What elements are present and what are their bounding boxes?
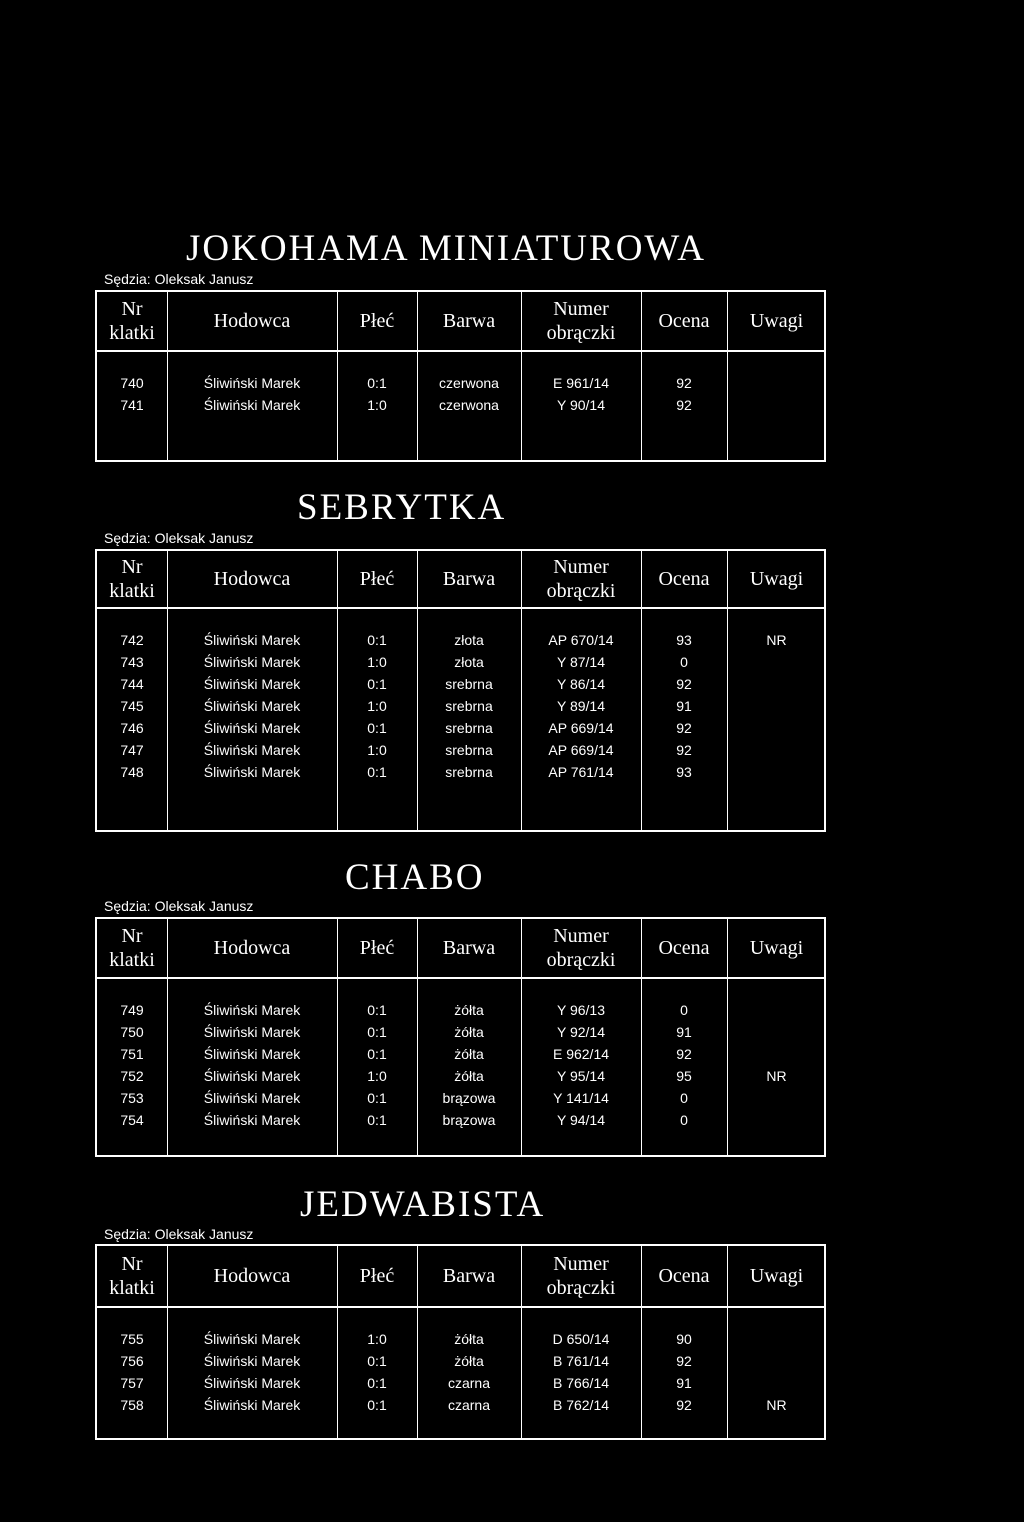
cell-ocena: 0 <box>680 1090 688 1106</box>
cell-hodowca: Śliwiński Marek <box>203 764 301 780</box>
table-row <box>97 673 824 695</box>
cell-ocena: 91 <box>676 1024 692 1040</box>
cell-barwa: czarna <box>447 1397 491 1413</box>
cell-numer: B 766/14 <box>552 1375 610 1391</box>
cell-barwa: srebrna <box>445 720 493 736</box>
cell-plec: 0:1 <box>367 1353 387 1369</box>
cell-nr: 756 <box>120 1353 144 1369</box>
cell-ocena: 92 <box>676 1397 692 1413</box>
cell-hodowca: Śliwiński Marek <box>203 1046 301 1062</box>
cell-numer: Y 94/14 <box>556 1112 605 1128</box>
cell-numer: Y 141/14 <box>553 1090 609 1106</box>
table-row <box>97 1065 824 1087</box>
table-row <box>97 1021 824 1043</box>
cell-uwagi: NR <box>766 1068 787 1084</box>
cell-uwagi <box>727 999 826 1021</box>
cell-nr: 748 <box>120 764 144 780</box>
cell-nr: 755 <box>120 1331 144 1347</box>
cell-numer: Y 92/14 <box>556 1024 605 1040</box>
table-row <box>97 1087 824 1109</box>
results-table <box>95 1244 826 1440</box>
cell-numer: Y 89/14 <box>556 698 605 714</box>
cell-barwa: czerwona <box>439 375 499 391</box>
cell-uwagi <box>727 1043 826 1065</box>
cell-nr: 740 <box>120 375 144 391</box>
cell-barwa: żółta <box>454 1331 484 1347</box>
cell-nr: 745 <box>120 698 144 714</box>
cell-nr: 746 <box>120 720 144 736</box>
breed-title: JEDWABISTA <box>300 1184 546 1225</box>
cell-barwa: srebrna <box>445 676 493 692</box>
table-row <box>97 394 824 416</box>
cell-hodowca: Śliwiński Marek <box>203 742 301 758</box>
cell-hodowca: Śliwiński Marek <box>203 698 301 714</box>
cell-barwa: złota <box>454 632 484 648</box>
cell-numer: AP 669/14 <box>548 742 614 758</box>
judge-label: Sędzia: Oleksak Janusz <box>104 530 254 546</box>
cell-plec: 1:0 <box>367 742 387 758</box>
cell-numer: B 762/14 <box>552 1397 610 1413</box>
header-hodowca: Hodowca <box>213 568 291 590</box>
cell-plec: 0:1 <box>367 1112 387 1128</box>
cell-plec: 1:0 <box>367 1331 387 1347</box>
table-body <box>97 1328 824 1416</box>
table-row <box>97 1109 824 1131</box>
cell-hodowca: Śliwiński Marek <box>203 1331 301 1347</box>
cell-uwagi <box>727 1328 826 1350</box>
cell-barwa: srebrna <box>445 698 493 714</box>
cell-numer: Y 96/13 <box>556 1002 605 1018</box>
cell-numer: Y 86/14 <box>556 676 605 692</box>
cell-uwagi <box>727 1350 826 1372</box>
header-barwa: Barwa <box>442 937 496 959</box>
cell-plec: 0:1 <box>367 632 387 648</box>
header-ocena: Ocena <box>658 937 710 959</box>
results-table <box>95 549 826 832</box>
table-row <box>97 1394 824 1416</box>
cell-plec: 0:1 <box>367 720 387 736</box>
judge-label: Sędzia: Oleksak Janusz <box>104 1226 254 1242</box>
cell-uwagi <box>727 394 826 416</box>
cell-ocena: 92 <box>676 720 692 736</box>
cell-numer: AP 669/14 <box>548 720 614 736</box>
header-hodowca: Hodowca <box>213 1265 291 1287</box>
cell-uwagi <box>727 372 826 394</box>
table-header <box>97 919 824 979</box>
header-barwa: Barwa <box>442 1265 496 1287</box>
cell-hodowca: Śliwiński Marek <box>203 1090 301 1106</box>
header-plec: Płeć <box>359 937 395 959</box>
header-hodowca: Hodowca <box>213 937 291 959</box>
table-row <box>97 629 824 651</box>
table-body <box>97 999 824 1131</box>
cell-ocena: 92 <box>676 742 692 758</box>
breed-title: CHABO <box>345 857 485 898</box>
cell-numer: Y 95/14 <box>556 1068 605 1084</box>
cell-ocena: 0 <box>680 1112 688 1128</box>
cell-hodowca: Śliwiński Marek <box>203 397 301 413</box>
cell-ocena: 92 <box>676 1046 692 1062</box>
cell-uwagi <box>727 1372 826 1394</box>
cell-barwa: czarna <box>447 1375 491 1391</box>
table-header <box>97 1246 824 1308</box>
judge-label: Sędzia: Oleksak Janusz <box>104 898 254 914</box>
cell-hodowca: Śliwiński Marek <box>203 654 301 670</box>
table-row <box>97 651 824 673</box>
header-nr-klatki: Nr klatki <box>109 1253 155 1299</box>
header-plec: Płeć <box>359 310 395 332</box>
header-numer-obraczki: Numer obrączki <box>546 556 616 602</box>
header-nr-klatki: Nr klatki <box>109 925 155 971</box>
cell-barwa: brązowa <box>442 1112 496 1128</box>
cell-plec: 1:0 <box>367 654 387 670</box>
cell-uwagi <box>727 673 826 695</box>
cell-nr: 757 <box>120 1375 144 1391</box>
cell-barwa: żółta <box>454 1068 484 1084</box>
cell-uwagi <box>727 651 826 673</box>
header-numer-obraczki: Numer obrączki <box>546 925 616 971</box>
cell-numer: AP 761/14 <box>548 764 614 780</box>
cell-uwagi <box>727 1087 826 1109</box>
cell-ocena: 95 <box>676 1068 692 1084</box>
judge-label: Sędzia: Oleksak Janusz <box>104 271 254 287</box>
cell-plec: 0:1 <box>367 1046 387 1062</box>
cell-uwagi <box>727 1109 826 1131</box>
cell-plec: 0:1 <box>367 676 387 692</box>
cell-barwa: żółta <box>454 1024 484 1040</box>
cell-ocena: 91 <box>676 698 692 714</box>
cell-hodowca: Śliwiński Marek <box>203 1068 301 1084</box>
table-header <box>97 292 824 352</box>
cell-barwa: żółta <box>454 1002 484 1018</box>
table-row <box>97 999 824 1021</box>
table-row <box>97 372 824 394</box>
cell-ocena: 0 <box>680 1002 688 1018</box>
cell-nr: 744 <box>120 676 144 692</box>
cell-plec: 0:1 <box>367 764 387 780</box>
header-uwagi: Uwagi <box>749 568 804 590</box>
cell-ocena: 93 <box>676 632 692 648</box>
cell-nr: 758 <box>120 1397 144 1413</box>
cell-barwa: złota <box>454 654 484 670</box>
header-numer-obraczki: Numer obrączki <box>546 298 616 344</box>
cell-barwa: srebrna <box>445 764 493 780</box>
cell-nr: 752 <box>120 1068 144 1084</box>
cell-nr: 751 <box>120 1046 144 1062</box>
cell-nr: 742 <box>120 632 144 648</box>
cell-ocena: 91 <box>676 1375 692 1391</box>
cell-numer: AP 670/14 <box>548 632 614 648</box>
cell-uwagi <box>727 761 826 783</box>
cell-barwa: srebrna <box>445 742 493 758</box>
table-body <box>97 372 824 416</box>
table-row <box>97 1328 824 1350</box>
cell-uwagi: NR <box>766 632 787 648</box>
cell-ocena: 92 <box>676 375 692 391</box>
table-row <box>97 1043 824 1065</box>
table-row <box>97 739 824 761</box>
cell-numer: E 962/14 <box>552 1046 610 1062</box>
cell-ocena: 92 <box>676 1353 692 1369</box>
cell-numer: D 650/14 <box>552 1331 610 1347</box>
results-table <box>95 290 826 462</box>
cell-uwagi <box>727 1021 826 1043</box>
cell-hodowca: Śliwiński Marek <box>203 1112 301 1128</box>
cell-nr: 750 <box>120 1024 144 1040</box>
cell-uwagi <box>727 717 826 739</box>
table-header <box>97 551 824 609</box>
cell-plec: 0:1 <box>367 1090 387 1106</box>
header-ocena: Ocena <box>658 568 710 590</box>
cell-numer: E 961/14 <box>552 375 610 391</box>
header-barwa: Barwa <box>442 310 496 332</box>
table-row <box>97 1372 824 1394</box>
cell-barwa: żółta <box>454 1353 484 1369</box>
cell-hodowca: Śliwiński Marek <box>203 375 301 391</box>
breed-title: JOKOHAMA MINIATUROWA <box>186 228 706 269</box>
header-plec: Płeć <box>359 568 395 590</box>
cell-hodowca: Śliwiński Marek <box>203 1353 301 1369</box>
cell-ocena: 93 <box>676 764 692 780</box>
cell-nr: 741 <box>120 397 144 413</box>
header-nr-klatki: Nr klatki <box>109 556 155 602</box>
cell-uwagi: NR <box>766 1397 787 1413</box>
header-numer-obraczki: Numer obrączki <box>546 1253 616 1299</box>
header-barwa: Barwa <box>442 568 496 590</box>
cell-plec: 0:1 <box>367 375 387 391</box>
breed-title: SEBRYTKA <box>297 487 507 528</box>
header-ocena: Ocena <box>658 310 710 332</box>
cell-ocena: 92 <box>676 676 692 692</box>
header-plec: Płeć <box>359 1265 395 1287</box>
cell-uwagi <box>727 695 826 717</box>
cell-numer: Y 87/14 <box>556 654 605 670</box>
cell-hodowca: Śliwiński Marek <box>203 720 301 736</box>
cell-hodowca: Śliwiński Marek <box>203 1024 301 1040</box>
table-body <box>97 629 824 783</box>
table-row <box>97 717 824 739</box>
header-uwagi: Uwagi <box>749 1265 804 1287</box>
header-ocena: Ocena <box>658 1265 710 1287</box>
cell-ocena: 0 <box>680 654 688 670</box>
cell-plec: 0:1 <box>367 1024 387 1040</box>
cell-ocena: 90 <box>676 1331 692 1347</box>
cell-barwa: żółta <box>454 1046 484 1062</box>
header-uwagi: Uwagi <box>749 310 804 332</box>
cell-numer: B 761/14 <box>552 1353 610 1369</box>
cell-numer: Y 90/14 <box>556 397 605 413</box>
cell-plec: 0:1 <box>367 1002 387 1018</box>
cell-nr: 747 <box>120 742 144 758</box>
cell-nr: 749 <box>120 1002 144 1018</box>
header-uwagi: Uwagi <box>749 937 804 959</box>
cell-hodowca: Śliwiński Marek <box>203 632 301 648</box>
cell-plec: 0:1 <box>367 1375 387 1391</box>
table-row <box>97 695 824 717</box>
header-hodowca: Hodowca <box>213 310 291 332</box>
cell-nr: 743 <box>120 654 144 670</box>
header-nr-klatki: Nr klatki <box>109 298 155 344</box>
cell-barwa: brązowa <box>442 1090 496 1106</box>
cell-plec: 1:0 <box>367 698 387 714</box>
results-table <box>95 917 826 1157</box>
cell-plec: 0:1 <box>367 1397 387 1413</box>
cell-hodowca: Śliwiński Marek <box>203 1397 301 1413</box>
cell-uwagi <box>727 739 826 761</box>
cell-nr: 753 <box>120 1090 144 1106</box>
cell-plec: 1:0 <box>367 397 387 413</box>
cell-hodowca: Śliwiński Marek <box>203 676 301 692</box>
cell-barwa: czerwona <box>439 397 499 413</box>
cell-hodowca: Śliwiński Marek <box>203 1002 301 1018</box>
table-row <box>97 1350 824 1372</box>
cell-plec: 1:0 <box>367 1068 387 1084</box>
cell-ocena: 92 <box>676 397 692 413</box>
cell-hodowca: Śliwiński Marek <box>203 1375 301 1391</box>
cell-nr: 754 <box>120 1112 144 1128</box>
table-row <box>97 761 824 783</box>
